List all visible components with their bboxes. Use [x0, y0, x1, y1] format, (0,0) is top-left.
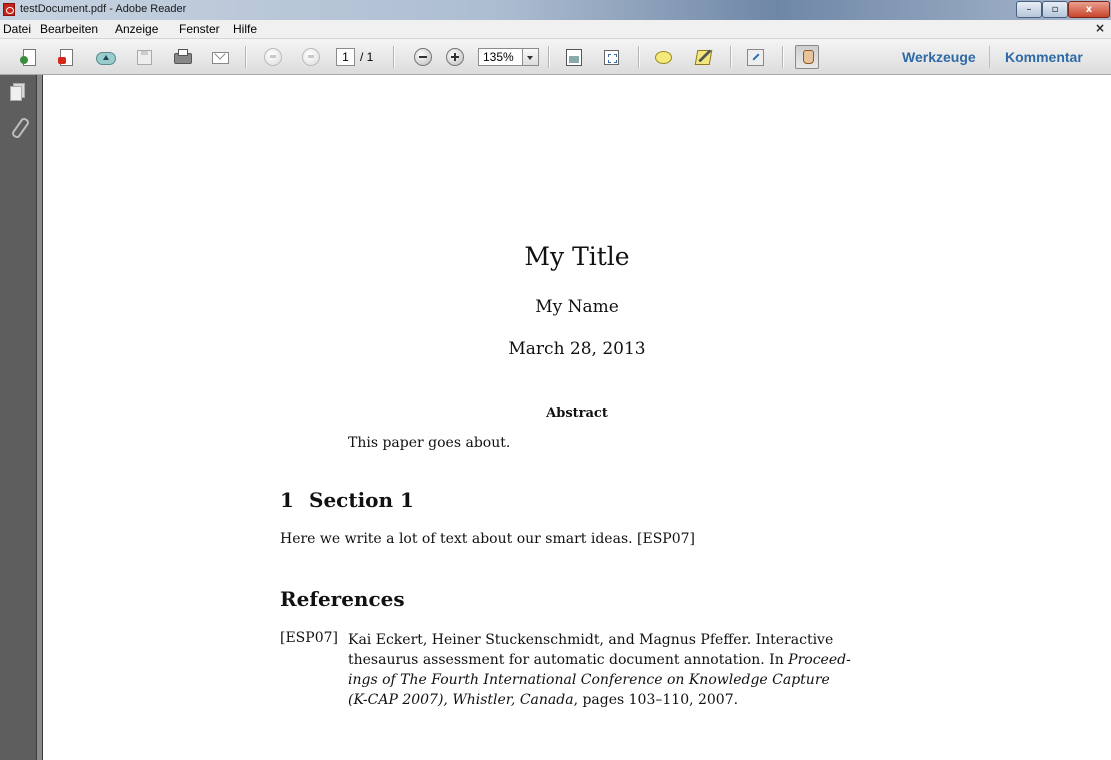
menu-bar — [0, 20, 1111, 39]
minimize-icon: – — [1026, 4, 1032, 15]
fit-width-icon — [604, 50, 619, 65]
email-button[interactable] — [210, 47, 230, 67]
section-body-text: Here we write a lot of text about our smart ideas. [ESP07] — [280, 531, 695, 547]
zoom-level-input[interactable]: 135% — [478, 48, 523, 66]
previous-page-button[interactable] — [263, 47, 283, 67]
comment-pane-link[interactable]: Kommentar — [1005, 49, 1083, 65]
close-document-icon[interactable]: × — [1094, 21, 1105, 35]
document-author: My Name — [535, 297, 619, 317]
maximize-icon: ▫ — [1051, 4, 1059, 15]
fit-page-icon — [566, 49, 582, 66]
zoom-out-button[interactable] — [413, 47, 433, 67]
page-total: / 1 — [360, 50, 374, 64]
print-button[interactable] — [172, 47, 192, 67]
menu-bearbeiten[interactable]: Bearbeiten — [40, 22, 99, 36]
reference-line-2-plain: thesaurus assessment for automatic document annotation. In — [348, 652, 789, 668]
reference-line-2 — [348, 650, 903, 670]
zoom-dropdown-button[interactable] — [523, 48, 539, 66]
menu-anzeige[interactable]: Anzeige — [115, 22, 159, 36]
full-screen-button[interactable] — [745, 47, 765, 67]
toolbar-separator — [245, 46, 247, 68]
abstract-heading: Abstract — [546, 406, 608, 421]
tools-pane-link[interactable]: Werkzeuge — [902, 49, 976, 65]
next-page-button[interactable] — [301, 47, 321, 67]
section-number: 1 — [280, 488, 294, 512]
navigation-panel — [0, 75, 37, 760]
reference-line-1: Kai Eckert, Heiner Stuckenschmidt, and Magnus Pfeffer. Interactive — [348, 632, 834, 648]
toolbar-separator — [393, 46, 395, 68]
reference-line-4-plain: , pages 103–110, 2007. — [573, 692, 739, 708]
document-date: March 28, 2013 — [508, 339, 646, 359]
hand-tool-icon — [803, 50, 814, 64]
toolbar-separator — [548, 46, 550, 68]
adobe-reader-icon — [3, 3, 15, 16]
close-icon: x — [1085, 4, 1093, 15]
fit-page-button[interactable] — [564, 47, 584, 67]
highlight-pen-icon — [695, 50, 713, 65]
menu-datei[interactable]: Datei — [3, 22, 32, 36]
cloud-upload-button[interactable] — [95, 47, 115, 67]
maximize-button[interactable] — [1042, 1, 1068, 18]
close-window-button[interactable] — [1068, 1, 1110, 18]
print-icon — [174, 53, 192, 64]
menu-fenster[interactable]: Fenster — [179, 22, 220, 36]
next-page-icon — [302, 48, 320, 66]
section-title: Section 1 — [309, 488, 414, 512]
document-title: My Title — [524, 242, 630, 271]
zoom-out-icon — [414, 48, 432, 66]
full-screen-icon — [747, 49, 764, 66]
previous-page-icon — [264, 48, 282, 66]
create-pdf-icon — [23, 49, 36, 66]
reference-line-4-italic: (K-CAP 2007), Whistler, Canada — [348, 692, 574, 708]
create-pdf-button[interactable] — [19, 47, 39, 67]
toolbar-separator — [782, 46, 784, 68]
reference-line-3 — [348, 670, 903, 690]
reference-line-4 — [348, 690, 903, 710]
fit-width-button[interactable] — [601, 47, 621, 67]
export-pdf-icon — [60, 49, 73, 66]
zoom-in-icon — [446, 48, 464, 66]
zoom-in-button[interactable] — [445, 47, 465, 67]
highlight-button[interactable] — [693, 47, 713, 67]
save-button[interactable] — [134, 47, 154, 67]
references-heading: References — [280, 587, 405, 611]
document-page[interactable] — [43, 75, 1111, 760]
toolbar-separator — [989, 46, 990, 68]
attachments-paperclip-icon[interactable] — [10, 117, 26, 137]
save-icon — [137, 50, 152, 65]
reference-line-3-italic: ings of The Fourth International Conference on Knowledge Capture — [348, 672, 830, 688]
email-icon — [212, 52, 229, 64]
comment-button[interactable] — [653, 47, 673, 67]
cloud-upload-icon — [96, 52, 116, 65]
page-thumbnails-icon[interactable] — [10, 83, 24, 99]
window-title: testDocument.pdf - Adobe Reader — [20, 3, 187, 15]
toolbar-separator — [638, 46, 640, 68]
reference-entry — [348, 630, 903, 710]
page-number-input[interactable]: 1 — [336, 48, 355, 66]
reference-label: [ESP07] — [280, 630, 338, 646]
toolbar — [0, 39, 1111, 75]
reference-line-2-italic: Proceed- — [788, 652, 851, 668]
toolbar-separator — [730, 46, 732, 68]
comment-bubble-icon — [655, 51, 672, 64]
export-pdf-button[interactable] — [56, 47, 76, 67]
window-title-bar — [0, 0, 1111, 20]
abstract-text: This paper goes about. — [348, 435, 511, 451]
menu-hilfe[interactable]: Hilfe — [233, 22, 258, 36]
hand-tool-button[interactable] — [795, 45, 819, 69]
minimize-button[interactable] — [1016, 1, 1042, 18]
